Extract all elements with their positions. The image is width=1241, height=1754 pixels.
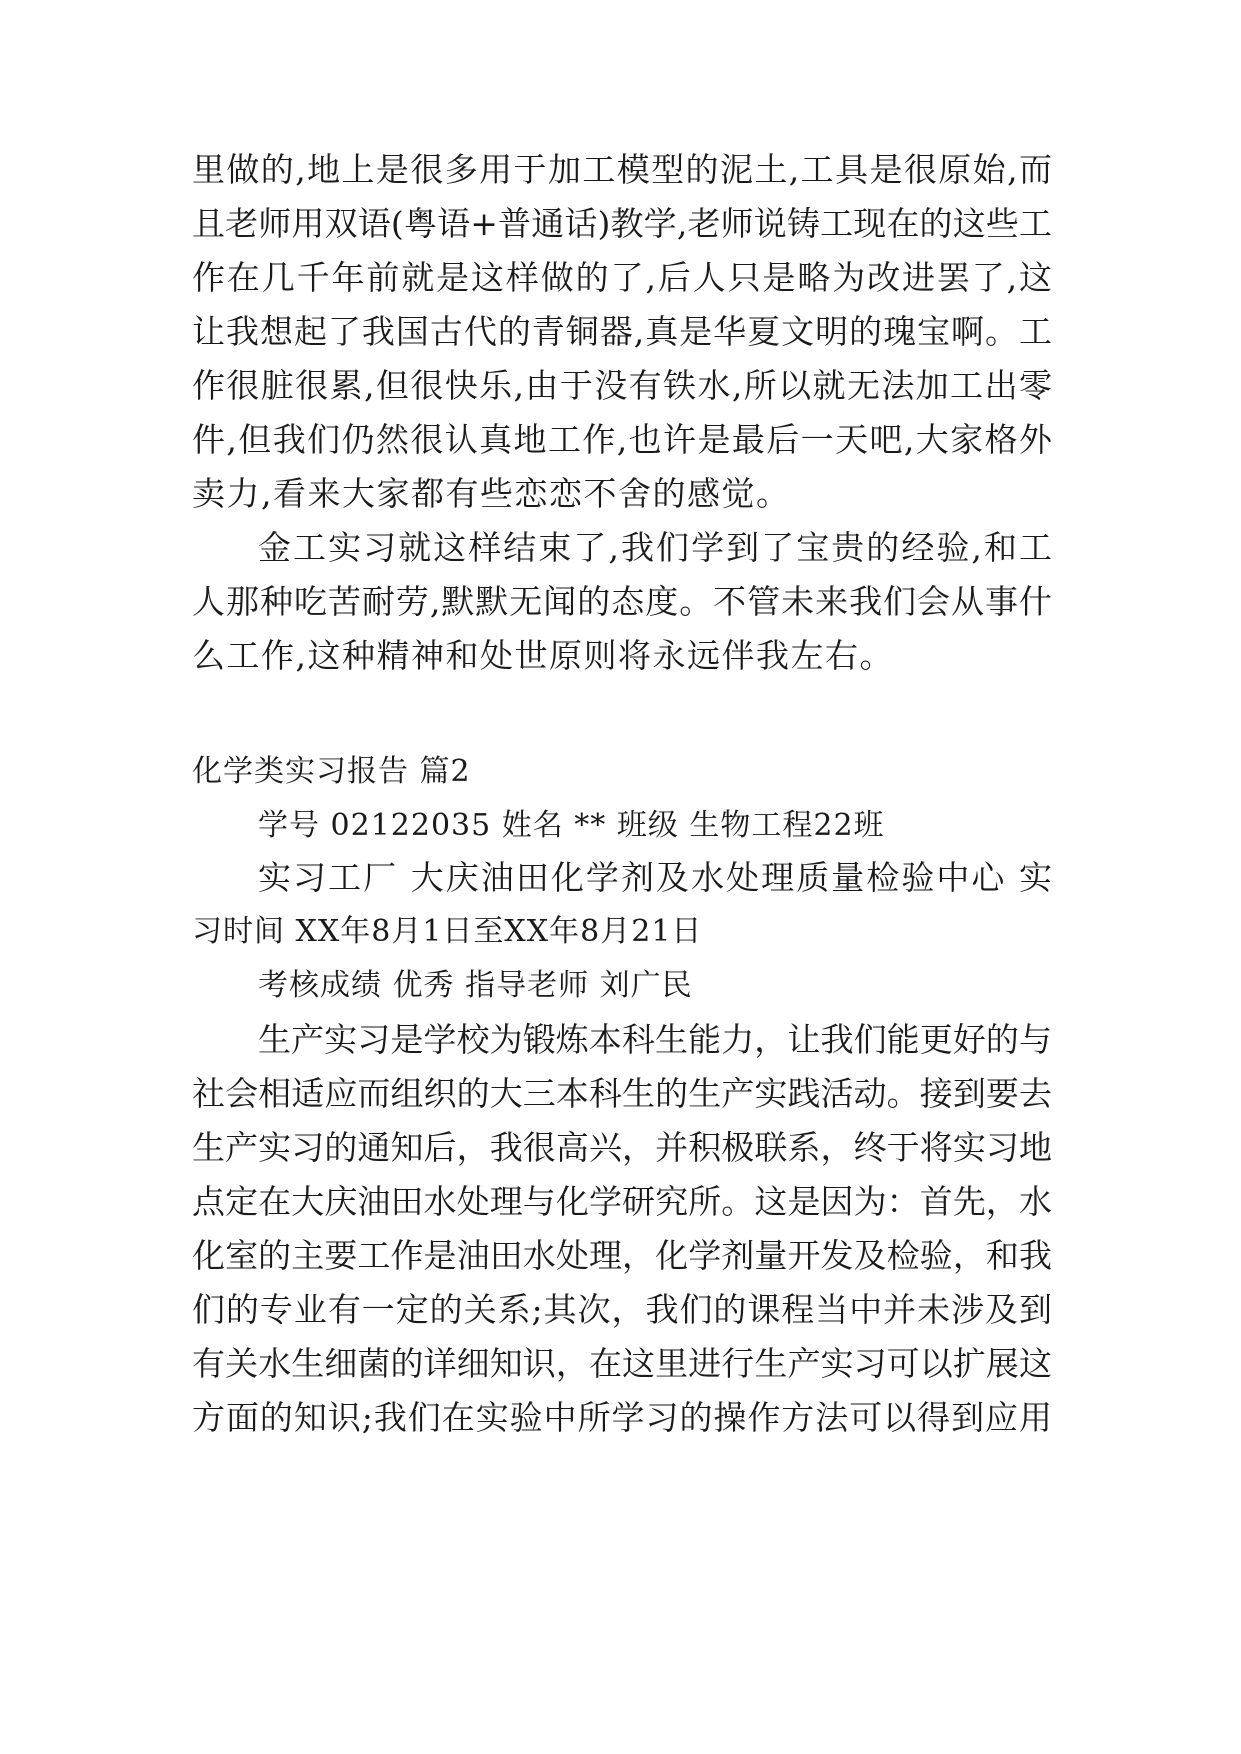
paragraph-3-line-8: 方面的知识;我们在实验中所学习的操作方法可以得到应用 — [192, 1398, 1052, 1437]
paragraph-1-line-4: 让我想起了我国古代的青铜器,真是华夏文明的瑰宝啊。工 — [192, 312, 1052, 351]
paragraph-2-line-2: 人那种吃苦耐劳,默默无闻的态度。不管未来我们会从事什 — [192, 582, 1052, 621]
paragraph-3-line-4: 点定在大庆油田水处理与化学研究所。这是因为：首先，水 — [192, 1182, 1052, 1221]
paragraph-3-line-6: 们的专业有一定的关系;其次，我们的课程当中并未涉及到 — [192, 1290, 1052, 1329]
section-heading: 化学类实习报告 篇2 — [192, 754, 471, 789]
info-grade-line: 考核成绩 优秀 指导老师 刘广民 — [258, 968, 693, 1003]
paragraph-2-line-3: 么工作,这种精神和处世原则将永远伴我左右。 — [192, 636, 894, 675]
paragraph-1-line-3: 作在几千年前就是这样做的了,后人只是略为改进罢了,这 — [192, 258, 1052, 297]
paragraph-1-line-1: 里做的,地上是很多用于加工模型的泥土,工具是很原始,而 — [192, 150, 1052, 189]
paragraph-3-line-2: 社会相适应而组织的大三本科生的生产实践活动。接到要去 — [192, 1074, 1052, 1113]
paragraph-3-line-7: 有关水生细菌的详细知识，在这里进行生产实习可以扩展这 — [192, 1344, 1052, 1383]
paragraph-1-line-5: 作很脏很累,但很快乐,由于没有铁水,所以就无法加工出零 — [192, 366, 1052, 405]
paragraph-2-line-1: 金工实习就这样结束了,我们学到了宝贵的经验,和工 — [258, 528, 1052, 567]
paragraph-1-line-7: 卖力,看来大家都有些恋恋不舍的感觉。 — [192, 474, 791, 513]
info-factory-line: 实习工厂 大庆油田化学剂及水处理质量检验中心 实 — [258, 858, 1052, 897]
info-student-line: 学号 02122035 姓名 ** 班级 生物工程22班 — [258, 808, 885, 843]
paragraph-3-line-1: 生产实习是学校为锻炼本科生能力，让我们能更好的与 — [258, 1020, 1052, 1059]
info-period-line: 习时间 XX年8月1日至XX年8月21日 — [192, 914, 703, 949]
paragraph-3-line-3: 生产实习的通知后，我很高兴，并积极联系，终于将实习地 — [192, 1128, 1052, 1167]
paragraph-1-line-6: 件,但我们仍然很认真地工作,也许是最后一天吧,大家格外 — [192, 420, 1052, 459]
paragraph-3-line-5: 化室的主要工作是油田水处理，化学剂量开发及检验，和我 — [192, 1236, 1052, 1275]
paragraph-1-line-2: 且老师用双语(粤语+普通话)教学,老师说铸工现在的这些工 — [192, 204, 1052, 243]
